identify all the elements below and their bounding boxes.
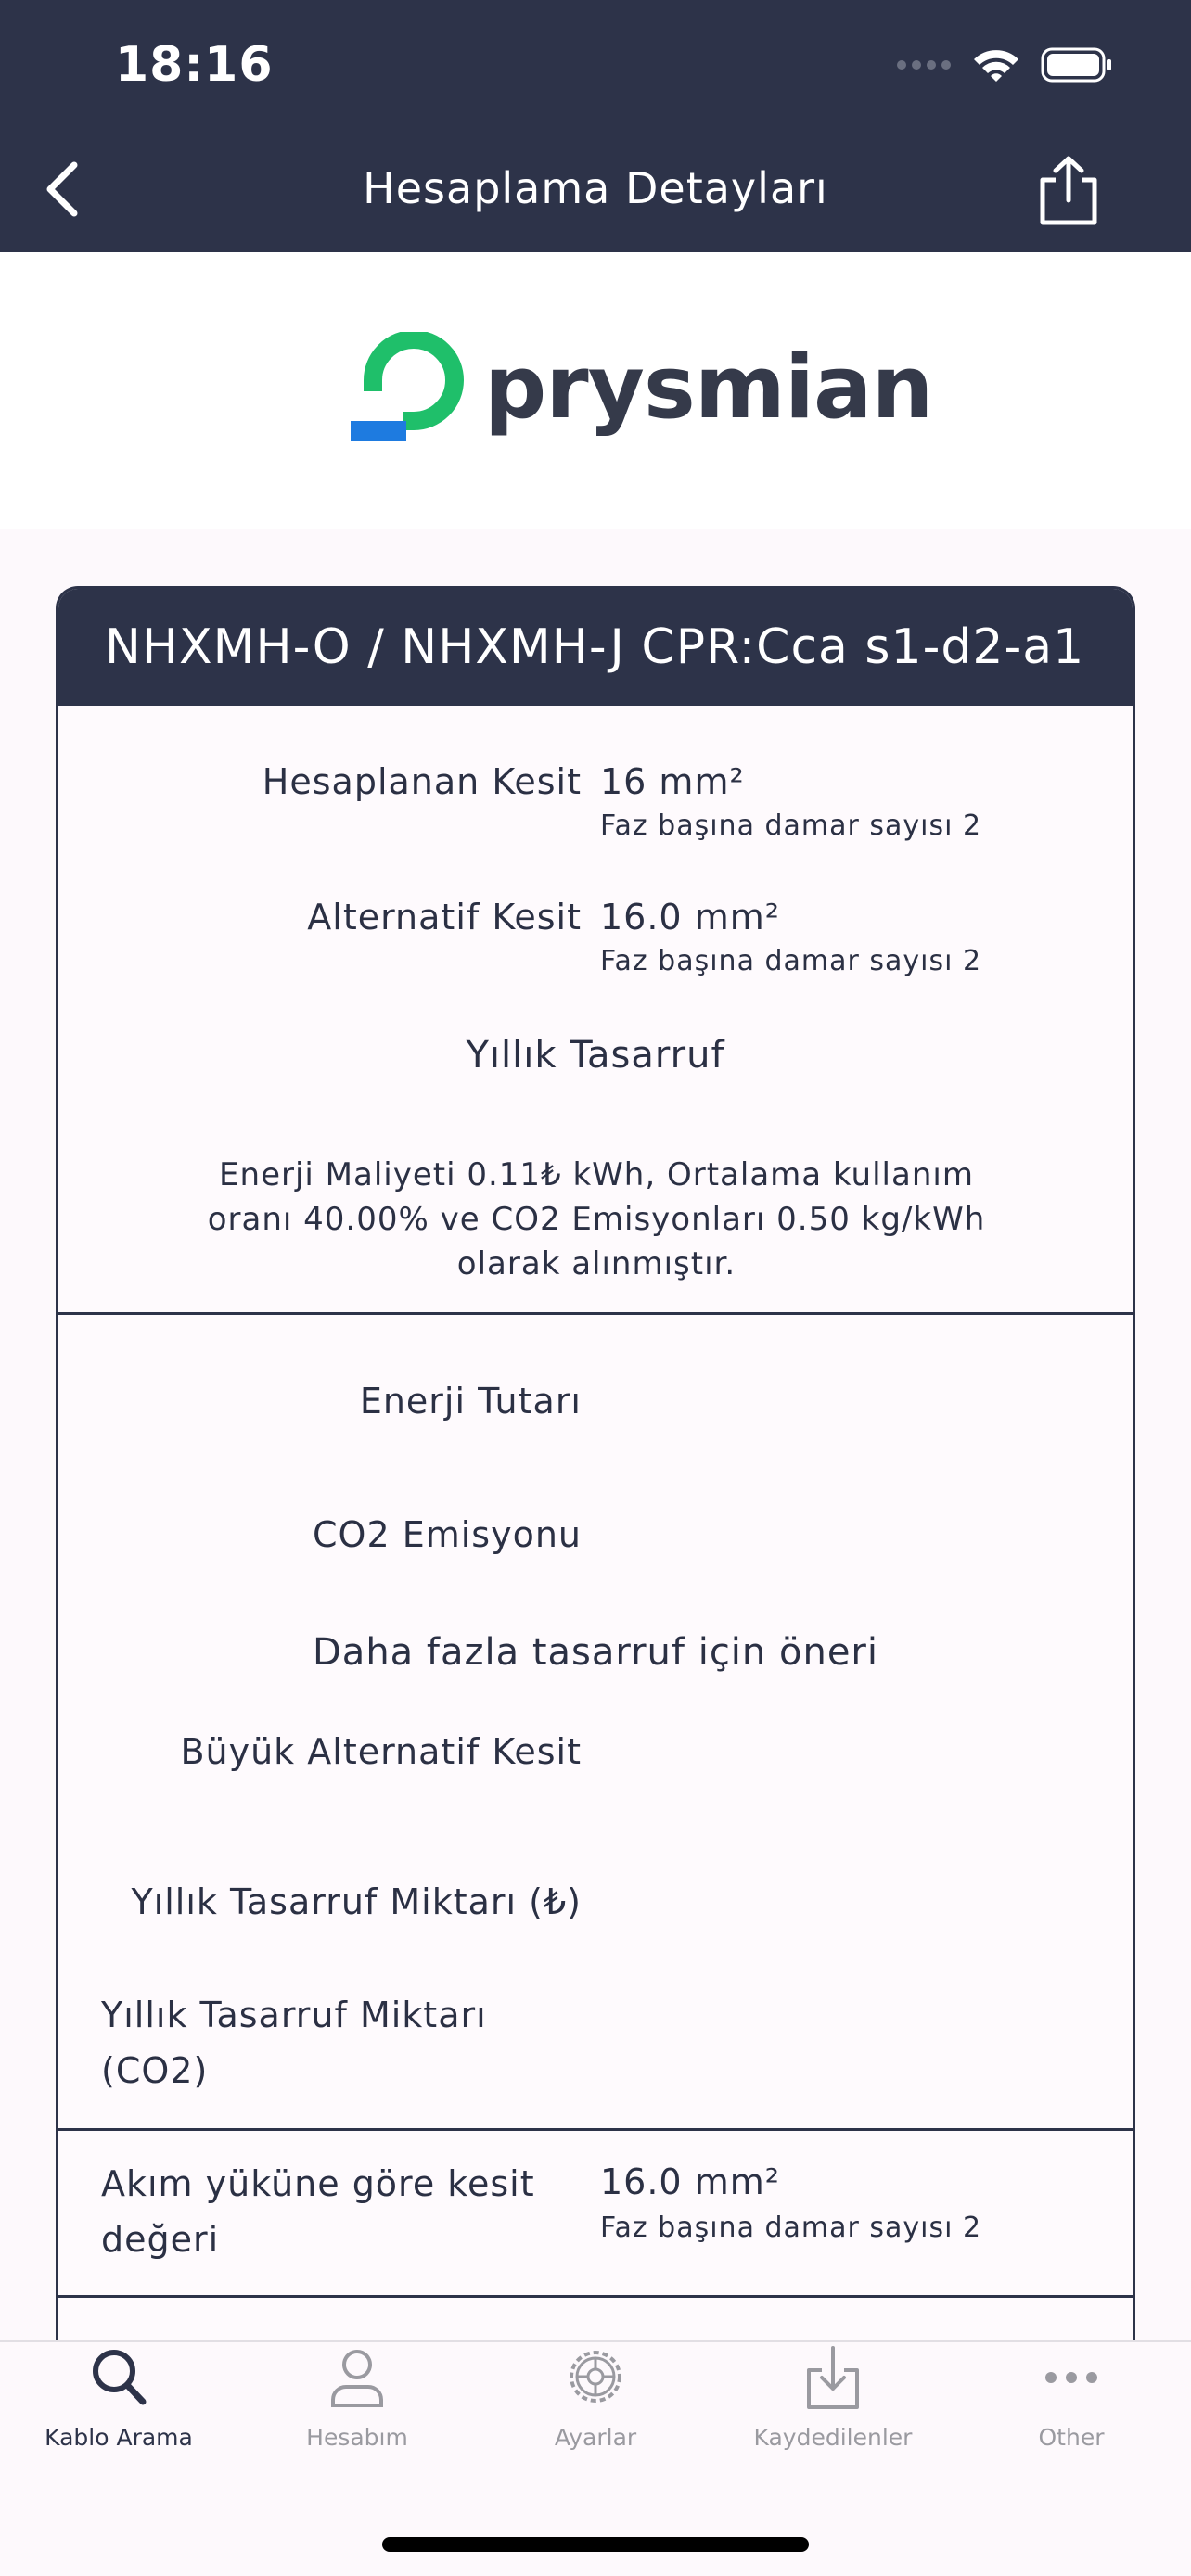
calculation-card <box>56 586 1135 2348</box>
tab-label: Kablo Arama <box>45 2424 193 2451</box>
battery-icon <box>1041 46 1113 83</box>
alternative-section-value: 16.0 mm² <box>600 897 780 937</box>
co2-emission-label: CO2 Emisyonu <box>313 1514 582 1555</box>
alternative-section-label: Alternatif Kesit <box>307 897 582 937</box>
status-icons <box>896 45 1113 85</box>
tab-label: Other <box>1038 2424 1105 2451</box>
annual-savings-tl-label: Yıllık Tasarruf Miktarı (₺) <box>131 1881 582 1922</box>
tab-kaydedilenler[interactable] <box>714 2342 952 2500</box>
annual-savings-title: Yıllık Tasarruf <box>466 1034 725 1077</box>
more-savings-title: Daha fazla tasarruf için öneri <box>313 1631 878 1674</box>
tab-label: Kaydedilenler <box>753 2424 913 2451</box>
tab-kablo-arama[interactable] <box>0 2342 237 2500</box>
logo-mark-icon <box>349 332 469 453</box>
tab-label: Ayarlar <box>554 2424 637 2451</box>
download-icon <box>805 2344 861 2409</box>
wifi-icon <box>972 46 1020 83</box>
current-load-section-value: 16.0 mm² <box>600 2162 780 2202</box>
home-indicator <box>382 2537 809 2552</box>
tab-ayarlar[interactable] <box>477 2342 714 2500</box>
cable-title: NHXMH-O / NHXMH-J CPR:Cca s1-d2-a1 <box>58 589 1133 706</box>
top-bar <box>0 0 1191 252</box>
current-load-section-label: Akım yüküne göre kesit değeri <box>101 2163 535 2260</box>
search-icon <box>91 2348 147 2407</box>
tab-hesabim[interactable] <box>238 2342 476 2500</box>
divider <box>58 2295 1135 2298</box>
logo-text: prysmian <box>484 338 933 439</box>
energy-amount-label: Enerji Tutarı <box>359 1381 582 1422</box>
alternative-section-sub: Faz başına damar sayısı 2 <box>600 945 982 977</box>
calculated-section-sub: Faz başına damar sayısı 2 <box>600 810 982 842</box>
calculated-section-label: Hesaplanan Kesit <box>262 761 582 802</box>
person-icon <box>329 2348 385 2407</box>
larger-alt-section-label: Büyük Alternatif Kesit <box>180 1731 582 1772</box>
page-title: Hesaplama Detayları <box>363 163 828 213</box>
prysmian-logo <box>349 332 933 453</box>
divider <box>58 2128 1135 2131</box>
tab-other[interactable] <box>953 2342 1190 2500</box>
signal-icon <box>896 59 952 70</box>
assumption-note: Enerji Maliyeti 0.11₺ kWh, Ortalama kullanım oranı 40.00% ve CO2 Emisyonları 0.50 kg/kWh olarak alınmıştır. <box>207 1156 986 1282</box>
status-time: 18:16 <box>115 37 274 93</box>
more-icon <box>1044 2348 1099 2407</box>
logo-area <box>0 252 1191 529</box>
share-icon[interactable] <box>1035 156 1102 226</box>
gear-icon <box>565 2346 626 2407</box>
tab-label: Hesabım <box>306 2424 408 2451</box>
calculated-section-value: 16 mm² <box>600 761 745 802</box>
divider <box>58 1312 1135 1315</box>
annual-savings-co2-label: Yıllık Tasarruf Miktarı (CO2) <box>101 1995 487 2091</box>
current-load-section-sub: Faz başına damar sayısı 2 <box>600 2212 982 2244</box>
